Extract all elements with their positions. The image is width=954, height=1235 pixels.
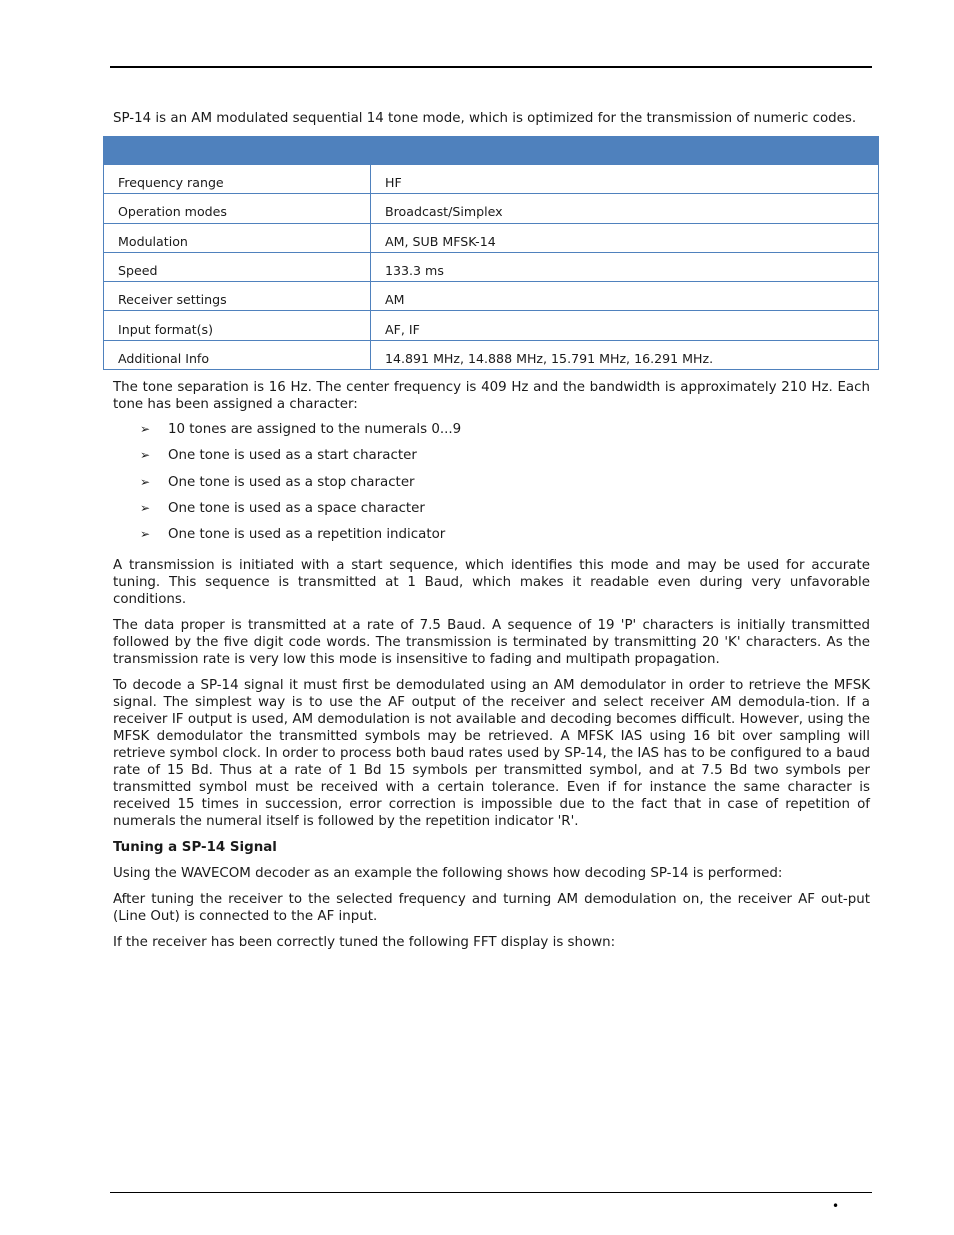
arrow-bullet-icon: ➢ [140,474,151,489]
header-rule [110,66,872,68]
spec-table [103,136,879,370]
spec-label: Input format(s) [104,311,371,340]
list-item [140,420,870,446]
arrow-bullet-icon: ➢ [140,500,151,515]
list-item [140,525,870,551]
list-item [140,446,870,472]
start-sequence-paragraph: A transmission is initiated with a start sequence, which identifies this mode and may be used for accurate tuning. This sequence is transmitted at 1 Baud, which makes it readable even during very unfavorable conditions. [113,557,870,607]
spec-table-header-cell [371,137,879,165]
spec-label: Operation modes [104,194,371,223]
spec-label: Receiver settings [104,282,371,311]
section-heading: Tuning a SP-14 Signal [113,839,277,855]
tone-paragraph: The tone separation is 16 Hz. The center frequency is 409 Hz and the bandwidth is approximately 210 Hz. Each tone has been assigned a character: [113,380,870,413]
tone-assignment-list [140,420,870,551]
data-rate-paragraph: The data proper is transmitted at a rate of 7.5 Baud. A sequence of 19 'P' characters is initially transmitted followed by the five digit code words. The transmission is terminated by transmitting 20 'K' characters. As the transmission rate is very low this mode is insensitive to fading and multipath propagation. [113,617,870,667]
tuning-paragraph-connection: After tuning the receiver to the selected frequency and turning AM demodulation on, the receiver AF out-put (Line Out) is connected to the AF input. [113,891,870,924]
table-row [104,252,879,281]
list-item-text: One tone is used as a repetition indicator [168,527,446,543]
table-row [104,340,879,369]
list-item [140,473,870,499]
spec-label: Modulation [104,223,371,252]
footer-rule [110,1192,872,1193]
arrow-bullet-icon: ➢ [140,422,151,437]
footer-bullet: • [832,1199,840,1213]
spec-value: Broadcast/Simplex [371,194,879,223]
spec-value: AF, IF [371,311,879,340]
tuning-paragraph-example: Using the WAVECOM decoder as an example the following shows how decoding SP-14 is performed: [113,865,783,881]
spec-value: AM, SUB MFSK-14 [371,223,879,252]
list-item-text: One tone is used as a start character [168,448,417,464]
table-row [104,282,879,311]
table-row [104,223,879,252]
decoding-paragraph: To decode a SP-14 signal it must first be demodulated using an AM demodulator in order to retrieve the MFSK signal. The simplest way is to use the AF output of the receiver and select receiver AM demodula-tion. If a receiver IF output is used, AM demodulation is not available and decoding becomes difficult. However, using the MFSK demodulator the transmitted symbols may be retrieved. A MFSK IAS using 16 bit over sampling will retrieve symbol clock. In order to process both baud rates used by SP-14, the IAS has to be configured to a baud rate of 15 Bd. Thus at a rate of 1 Bd 15 symbols per transmitted symbol, and at 7.5 Bd two symbols per transmitted symbol must be received with a certain tolerance. Even if for instance the same character is received 15 times in succession, error correction is impossible due to the fact that in case of repetition of numerals the numeral itself is followed by the repetition indicator 'R'. [113,677,870,829]
spec-value: AM [371,282,879,311]
table-row [104,165,879,194]
list-item-text: One tone is used as a stop character [168,474,415,490]
page-content [113,110,870,960]
table-row [104,311,879,340]
spec-label: Speed [104,252,371,281]
list-item [140,499,870,525]
spec-value: HF [371,165,879,194]
spec-value: 14.891 MHz, 14.888 MHz, 15.791 MHz, 16.291 MHz. [371,340,879,369]
arrow-bullet-icon: ➢ [140,448,151,463]
spec-label: Additional Info [104,340,371,369]
list-item-text: One tone is used as a space character [168,500,425,516]
spec-label: Frequency range [104,165,371,194]
intro-paragraph: SP-14 is an AM modulated sequential 14 tone mode, which is optimized for the transmission of numeric codes. [113,111,857,126]
spec-table-header-cell [104,137,371,165]
spec-table-header-row [104,137,879,165]
tuning-paragraph-fft: If the receiver has been correctly tuned the following FFT display is shown: [113,934,616,950]
arrow-bullet-icon: ➢ [140,527,151,542]
list-item-text: 10 tones are assigned to the numerals 0...9 [168,422,462,438]
table-row [104,194,879,223]
spec-value: 133.3 ms [371,252,879,281]
